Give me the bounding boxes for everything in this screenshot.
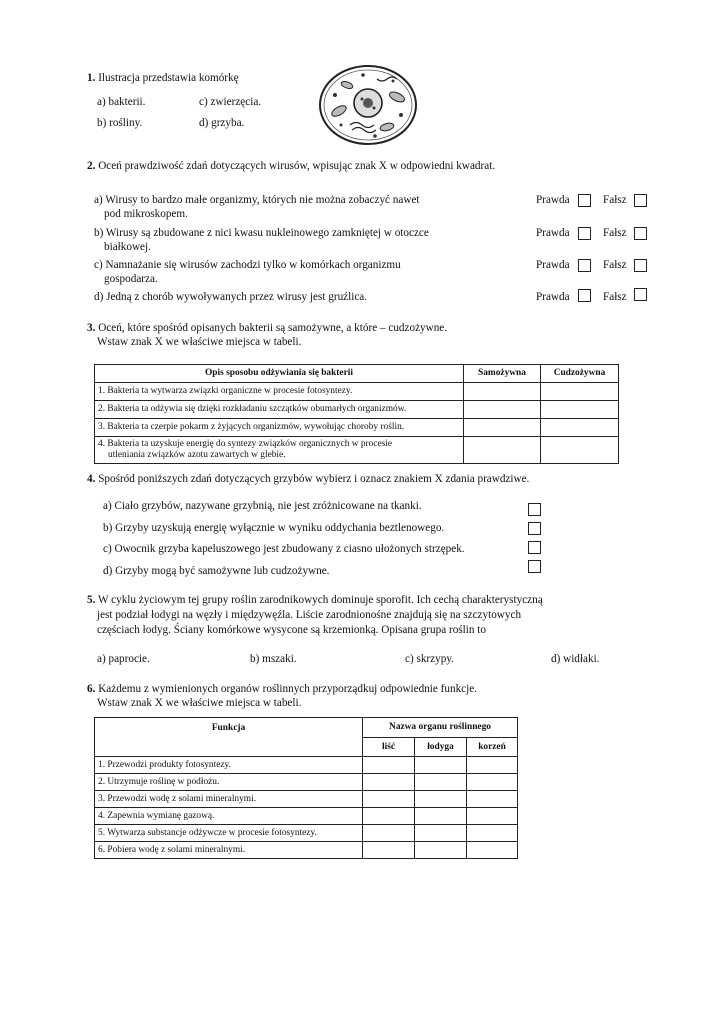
q2-false-label-a: Fałsz	[603, 194, 627, 206]
table-row	[95, 808, 518, 825]
q2-true-checkbox-d[interactable]	[578, 289, 591, 302]
q6-row-2-root-cell[interactable]	[467, 774, 518, 791]
q3-text-line1: Oceń, które spośród opisanych bakterii są samożywne, a które – cudzożywne.	[98, 322, 448, 334]
q3-text-line2: Wstaw znak X we właściwe miejsca w tabeli.	[97, 336, 302, 348]
q6-row-2-leaf-cell[interactable]	[363, 774, 415, 791]
q5-option-c[interactable]: c) skrzypy.	[405, 653, 454, 665]
q6-row-1-leaf-cell[interactable]	[363, 757, 415, 774]
q4-statement-a: a) Ciało grzybów, nazywane grzybnią, nie jest zróżnicowane na tkanki.	[103, 500, 422, 512]
q6-text-line2: Wstaw znak X we właściwe miejsca w tabeli.	[97, 697, 302, 709]
q3-row-4-line2: utleniania związków azotu zawartych w glebie.	[108, 450, 286, 460]
q2-number: 2.	[87, 160, 96, 172]
q6-row-4-root-cell[interactable]	[467, 808, 518, 825]
q3-row-3-description: 3. Bakteria ta czerpie pokarm z żyjących organizmów, wywołując choroby roślin.	[95, 419, 464, 437]
q3-table	[94, 364, 619, 464]
q2-statement-d-line1: d) Jedną z chorób wywoływanych przez wirusy jest gruźlica.	[94, 291, 368, 303]
q5-option-b[interactable]: b) mszaki.	[250, 653, 297, 665]
q2-statement-a-line2: pod mikroskopem.	[104, 208, 188, 220]
q6-row-4-function: 4. Zapewnia wymianę gazową.	[95, 808, 363, 825]
q3-number: 3.	[87, 322, 96, 334]
q5-prompt	[87, 594, 543, 606]
q2-true-checkbox-b[interactable]	[578, 227, 591, 240]
q5-text-line3: częściach łodyg. Ściany komórkowe wysycone są krzemionką. Opisana grupa roślin to	[97, 624, 486, 636]
q3-row-2-heterotrophic-cell[interactable]	[541, 401, 619, 419]
q6-row-2-stem-cell[interactable]	[415, 774, 467, 791]
table-row	[95, 437, 619, 464]
q6-row-2-function: 2. Utrzymuje roślinę w podłożu.	[95, 774, 363, 791]
table-row	[95, 757, 518, 774]
q4-statement-c: c) Owocnik grzyba kapeluszowego jest zbudowany z ciasno ułożonych strzępek.	[103, 543, 465, 555]
q4-checkbox-d[interactable]	[528, 560, 541, 573]
q4-checkbox-a[interactable]	[528, 503, 541, 516]
q2-true-label-a: Prawda	[536, 194, 570, 206]
q2-false-checkbox-a[interactable]	[634, 194, 647, 207]
table-row	[95, 383, 619, 401]
q6-text-line1: Każdemu z wymienionych organów roślinnych przyporządkuj odpowiednie funkcje.	[98, 683, 478, 695]
q3-row-1-description: 1. Bakteria ta wytwarza związki organiczne w procesie fotosyntezy.	[95, 383, 464, 401]
q6-row-3-leaf-cell[interactable]	[363, 791, 415, 808]
q3-row-2-description: 2. Bakteria ta odżywia się dzięki rozkładaniu szczątków obumarłych organizmów.	[95, 401, 464, 419]
q2-false-checkbox-d[interactable]	[634, 288, 647, 301]
q6-row-6-leaf-cell[interactable]	[363, 842, 415, 859]
q3-header-description: Opis sposobu odżywiania się bakterii	[95, 365, 464, 383]
q6-prompt	[87, 683, 477, 695]
q5-number: 5.	[87, 594, 96, 606]
table-row	[95, 825, 518, 842]
animal-cell-illustration-icon	[317, 63, 419, 147]
q5-option-a[interactable]: a) paprocie.	[97, 653, 150, 665]
q2-true-label-c: Prawda	[536, 259, 570, 271]
q3-row-2-autotrophic-cell[interactable]	[464, 401, 541, 419]
q1-option-a[interactable]: a) bakterii.	[97, 96, 146, 108]
q3-row-3-heterotrophic-cell[interactable]	[541, 419, 619, 437]
q6-row-6-stem-cell[interactable]	[415, 842, 467, 859]
q3-table-header	[95, 365, 619, 383]
q4-checkbox-b[interactable]	[528, 522, 541, 535]
q2-false-label-c: Fałsz	[603, 259, 627, 271]
q2-prompt	[87, 160, 495, 172]
q4-number: 4.	[87, 473, 96, 485]
table-row	[95, 401, 619, 419]
q2-statement-c-line2: gospodarza.	[104, 273, 158, 285]
q5-option-d[interactable]: d) widłaki.	[551, 653, 600, 665]
q4-checkbox-c[interactable]	[528, 541, 541, 554]
q2-statement-c-line1: c) Namnażanie się wirusów zachodzi tylko w komórkach organizmu	[94, 259, 401, 271]
q6-header-root: korzeń	[467, 738, 518, 757]
q6-row-4-stem-cell[interactable]	[415, 808, 467, 825]
q2-statement-b-line1: b) Wirusy są zbudowane z nici kwasu nukleinowego zamkniętej w otoczce	[94, 227, 429, 239]
q2-statement-a-line1: a) Wirusy to bardzo małe organizmy, których nie można zobaczyć nawet	[94, 194, 420, 206]
q4-prompt	[87, 473, 529, 485]
q1-option-c[interactable]: c) zwierzęcia.	[199, 96, 262, 108]
q6-row-1-root-cell[interactable]	[467, 757, 518, 774]
table-row	[95, 774, 518, 791]
q6-row-5-stem-cell[interactable]	[415, 825, 467, 842]
q3-row-3-autotrophic-cell[interactable]	[464, 419, 541, 437]
q3-header-autotrophic: Samożywna	[464, 365, 541, 383]
q6-row-3-root-cell[interactable]	[467, 791, 518, 808]
q2-true-label-d: Prawda	[536, 291, 570, 303]
q2-false-label-b: Fałsz	[603, 227, 627, 239]
q6-row-1-stem-cell[interactable]	[415, 757, 467, 774]
q3-header-heterotrophic: Cudzożywna	[541, 365, 619, 383]
q1-option-d[interactable]: d) grzyba.	[199, 117, 245, 129]
q6-row-5-function: 5. Wytwarza substancje odżywcze w procesie fotosyntezy.	[95, 825, 363, 842]
q2-false-checkbox-c[interactable]	[634, 259, 647, 272]
q1-text: Ilustracja przedstawia komórkę	[98, 72, 239, 84]
q4-statement-b: b) Grzyby uzyskują energię wyłącznie w wyniku oddychania beztlenowego.	[103, 522, 445, 534]
q6-number: 6.	[87, 683, 96, 695]
q3-row-4-autotrophic-cell[interactable]	[464, 437, 541, 464]
q3-prompt	[87, 322, 447, 334]
q2-true-checkbox-c[interactable]	[578, 259, 591, 272]
q3-row-4-line1: 4. Bakteria ta uzyskuje energię do syntezy związków organicznych w procesie	[98, 439, 393, 449]
q6-row-3-stem-cell[interactable]	[415, 791, 467, 808]
q2-true-label-b: Prawda	[536, 227, 570, 239]
table-row	[95, 791, 518, 808]
q6-header-function: Funkcja	[95, 718, 363, 757]
q2-false-label-d: Fałsz	[603, 291, 627, 303]
q6-row-5-root-cell[interactable]	[467, 825, 518, 842]
q6-row-3-function: 3. Przewodzi wodę z solami mineralnymi.	[95, 791, 363, 808]
q1-prompt	[87, 72, 239, 84]
q5-text-line2: jest podział łodygi na węzły i międzywęźla. Liście zarodnionośne znajdują się na szczytowych	[97, 609, 522, 621]
q2-true-checkbox-a[interactable]	[578, 194, 591, 207]
q6-row-6-function: 6. Pobiera wodę z solami mineralnymi.	[95, 842, 363, 859]
q2-statement-b-line2: białkowej.	[104, 241, 151, 253]
q6-row-1-function: 1. Przewodzi produkty fotosyntezy.	[95, 757, 363, 774]
q6-row-5-leaf-cell[interactable]	[363, 825, 415, 842]
table-row	[95, 842, 518, 859]
q6-table-header-row-1	[95, 718, 518, 738]
q6-row-6-root-cell[interactable]	[467, 842, 518, 859]
q2-false-checkbox-b[interactable]	[634, 227, 647, 240]
q6-row-4-leaf-cell[interactable]	[363, 808, 415, 825]
q5-text-line1: W cyklu życiowym tej grupy roślin zarodnikowych dominuje sporofit. Ich cechą charakterystyczną	[98, 594, 543, 606]
q3-row-1-heterotrophic-cell[interactable]	[541, 383, 619, 401]
q3-row-4-heterotrophic-cell[interactable]	[541, 437, 619, 464]
q6-table	[94, 717, 518, 859]
q3-row-1-autotrophic-cell[interactable]	[464, 383, 541, 401]
table-row	[95, 419, 619, 437]
q2-text: Oceń prawdziwość zdań dotyczących wirusów, wpisując znak X w odpowiedni kwadrat.	[98, 160, 496, 172]
q3-row-4-description	[95, 437, 464, 464]
q4-text: Spośród poniższych zdań dotyczących grzybów wybierz i oznacz znakiem X zdania prawdziwe.	[98, 473, 530, 485]
q1-number: 1.	[87, 72, 96, 84]
q6-header-leaf: liść	[363, 738, 415, 757]
q4-statement-d: d) Grzyby mogą być samożywne lub cudzożywne.	[103, 565, 330, 577]
q6-header-organ: Nazwa organu roślinnego	[363, 718, 518, 738]
q1-option-b[interactable]: b) rośliny.	[97, 117, 143, 129]
q6-header-stem: łodyga	[415, 738, 467, 757]
